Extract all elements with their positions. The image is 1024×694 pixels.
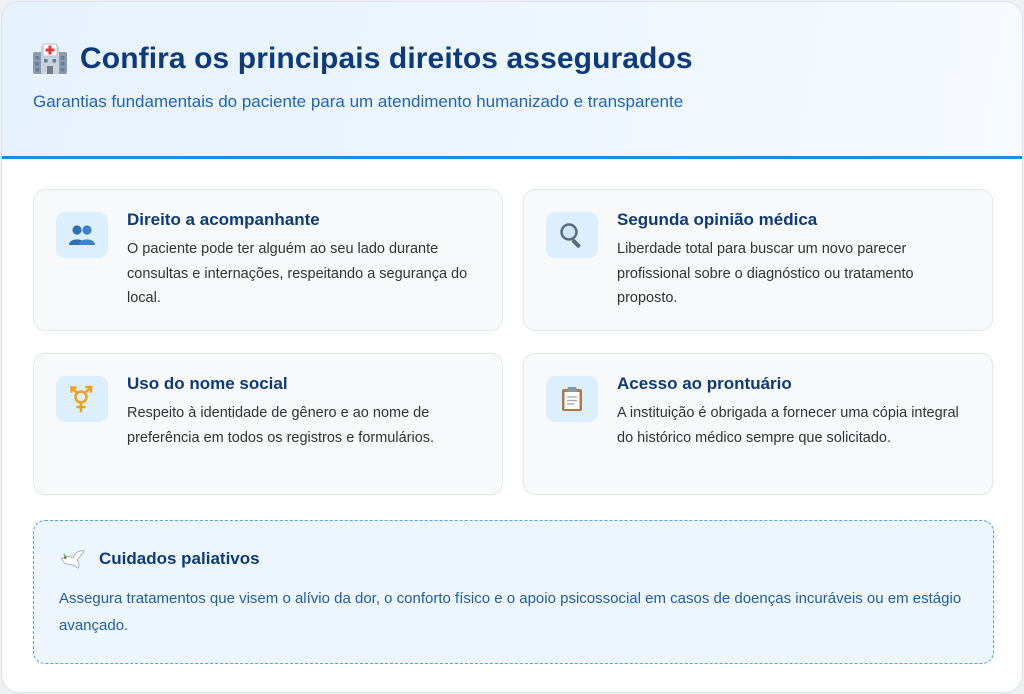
right-description: Respeito à identidade de gênero e ao nome de preferência em todos os registros e formulários. [127,405,435,446]
dove-icon [60,549,86,569]
right-item-segunda-opiniao [523,189,993,331]
palliative-care-note [33,520,994,664]
clipboard-icon [546,376,598,422]
right-description: O paciente pode ter alguém ao seu lado durante consultas e internações, respeitando a segurança do local. [127,241,468,306]
right-title: Segunda opinião médica [617,210,818,229]
right-description: Liberdade total para buscar um novo parecer profissional sobre o diagnóstico ou tratamento proposto. [617,241,914,306]
page-title-text: Confira os principais direitos assegurados [80,42,693,75]
right-item-nome-social [33,353,503,495]
gender-symbol-icon [56,376,108,422]
page-title [32,42,693,76]
hospital-icon [32,43,68,75]
rights-card [1,1,1023,693]
right-title: Direito a acompanhante [127,210,320,229]
people-icon [56,212,108,258]
magnifier-icon [546,212,598,258]
right-title: Acesso ao prontuário [617,374,792,393]
card-header [2,2,1022,159]
note-description: Assegura tratamentos que visem o alívio da dor, o conforto físico e o apoio psicossocial em casos de doenças incuráveis ou em estágio avançado. [59,590,962,634]
right-item-prontuario [523,353,993,495]
right-title: Uso do nome social [127,374,288,393]
note-title: Cuidados paliativos [99,549,260,568]
note-header [60,549,260,569]
right-description: A instituição é obrigada a fornecer uma cópia integral do histórico médico sempre que solicitado. [617,405,959,446]
page-subtitle: Garantias fundamentais do paciente para um atendimento humanizado e transparente [33,92,684,111]
right-item-acompanhante [33,189,503,331]
